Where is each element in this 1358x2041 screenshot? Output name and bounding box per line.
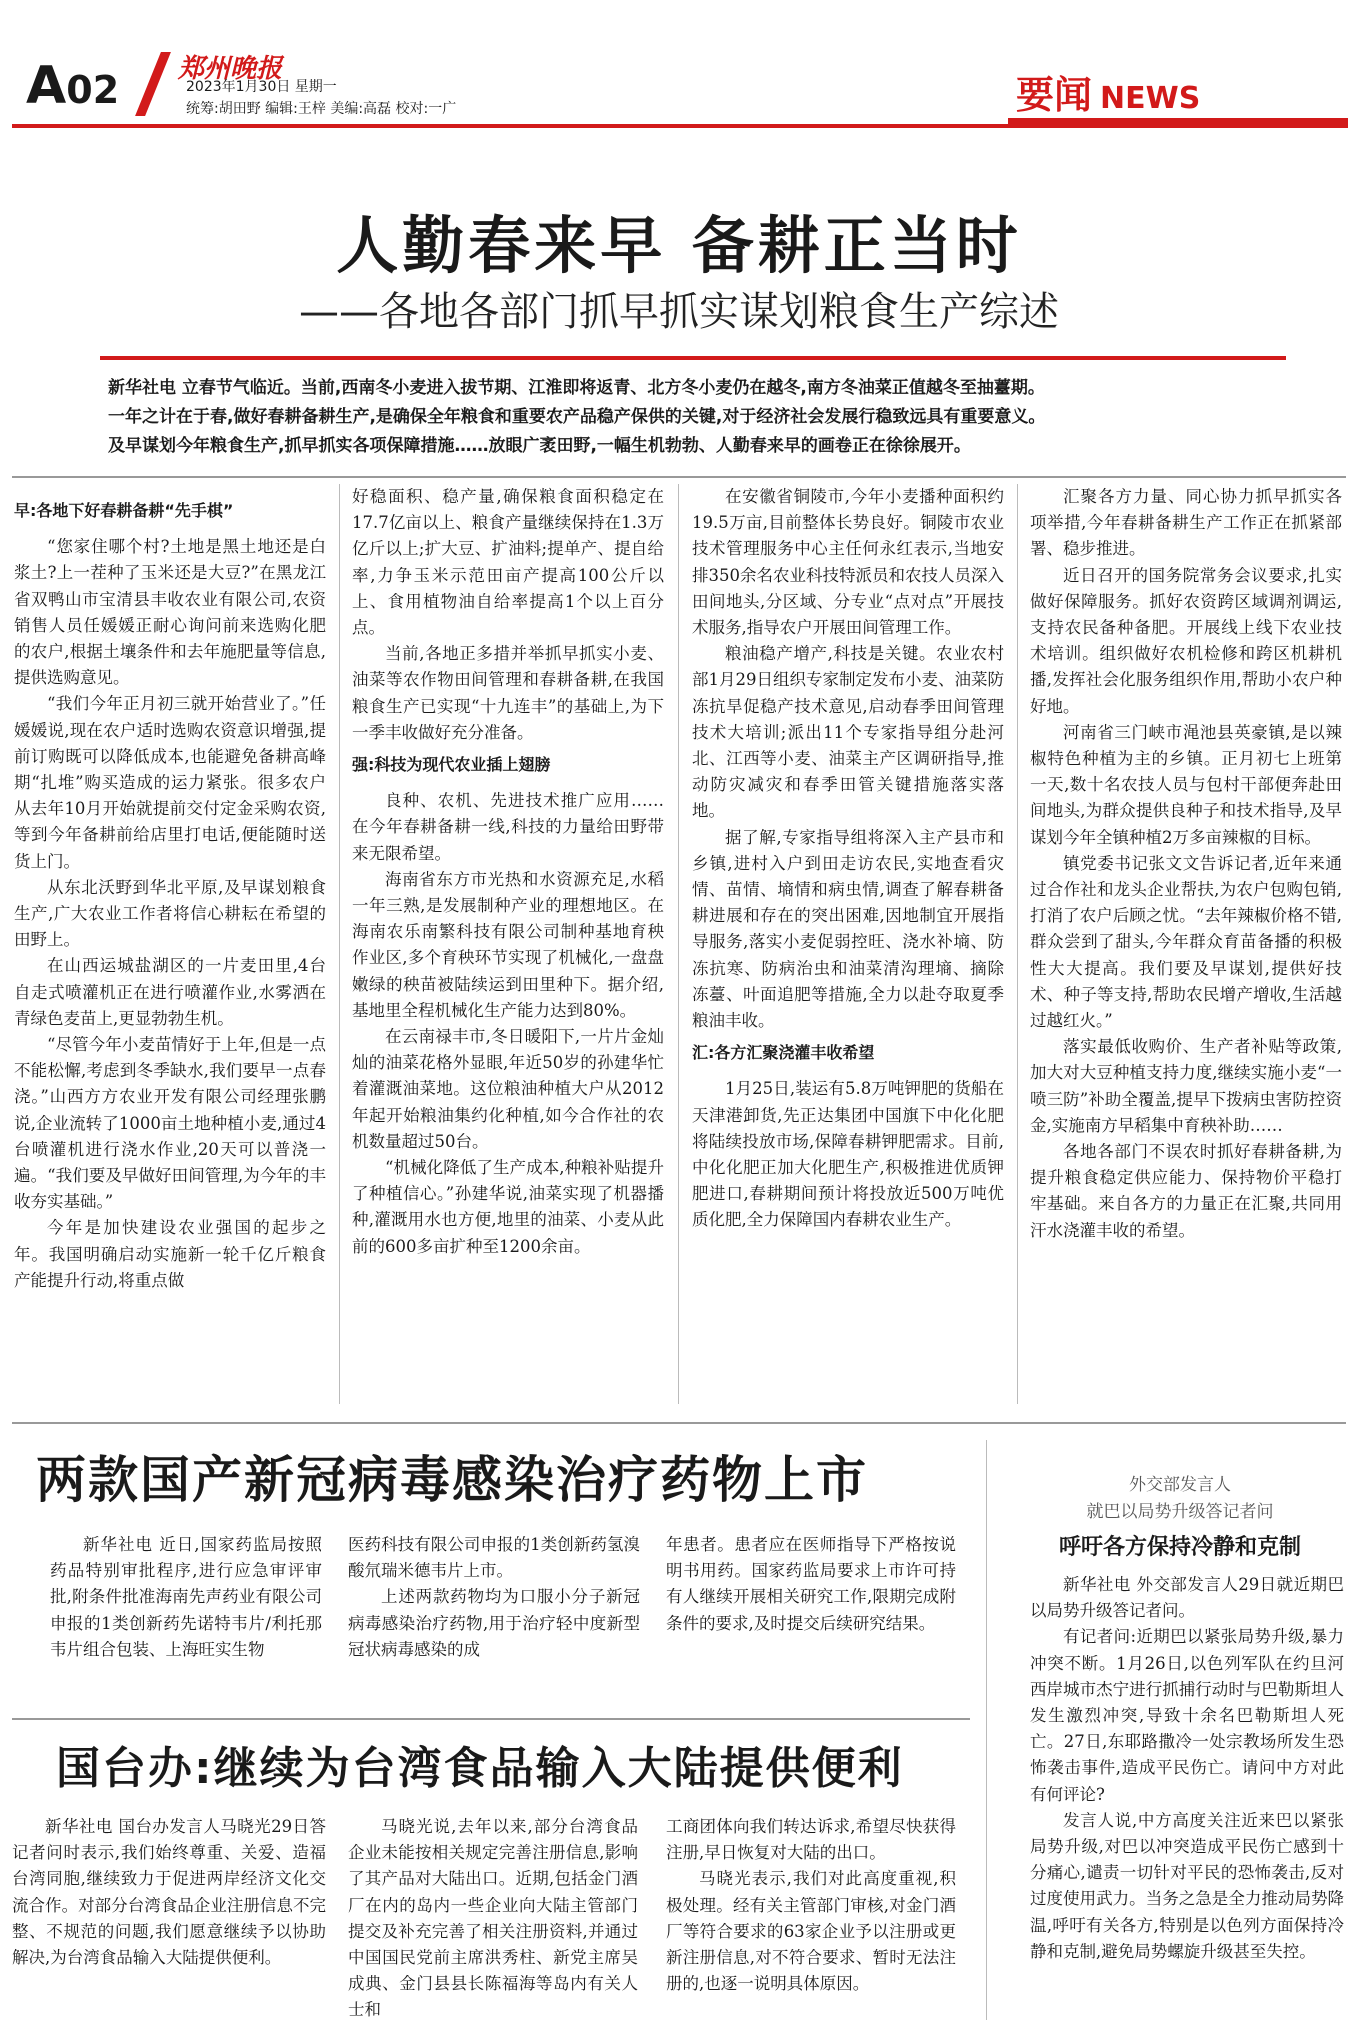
paragraph: 在云南禄丰市,冬日暖阳下,一片片金灿灿的油菜花格外显眼,年近50岁的孙建华忙着灌溉油菜地。这位粮油种植大户从2012年起开始粮油集约化种植,如今合作社的农机数量超过50台。 bbox=[352, 1027, 664, 1151]
paragraph: 今年是加快建设农业强国的起步之年。我国明确启动实施新一轮千亿斤粮食产能提升行动,将重点做 bbox=[14, 1218, 326, 1290]
paragraph: 上述两款药物均为口服小分子新冠病毒感染治疗药物,用于治疗轻中度新型冠状病毒感染的成 bbox=[348, 1587, 640, 1659]
paragraph: 粮油稳产增产,科技是关键。农业农村部1月29日组织专家制定发布小麦、油菜防冻抗旱促稳产技术意见,启动春季田间管理技术大培训;派出11个专家指导组分赴河北、江西等小麦、油菜主产区调研指导,推动防灾减灾和春季田管关键措施落实落地。 bbox=[692, 644, 1004, 821]
story2-headline: 两款国产新冠病毒感染治疗药物上市 bbox=[36, 1451, 868, 1509]
paragraph: 在山西运城盐湖区的一片麦田里,4台自走式喷灌机正在进行喷灌作业,水雾洒在青绿色麦苗上,更显勃勃生机。 bbox=[14, 956, 326, 1028]
lead-line-3: 及早谋划今年粮食生产,抓早抓实各项保障措施……放眼广袤田野,一幅生机勃勃、人勤春来早的画卷正在徐徐展开。 bbox=[108, 436, 971, 456]
section-title-en: NEWS bbox=[1100, 81, 1201, 116]
paragraph: 河南省三门峡市渑池县英豪镇,是以辣椒特色种植为主的乡镇。正月初七上班第一天,数十名农技人员与包村干部便奔赴田间地头,为群众提供良种子和技术指导,及早谋划今年全镇种植2万多亩辣椒的目标。 bbox=[1030, 722, 1342, 847]
main-story-column-2 bbox=[352, 484, 664, 1260]
header-slash-ornament bbox=[135, 52, 171, 116]
paragraph: 在安徽省铜陵市,今年小麦播种面积约19.5万亩,目前整体长势良好。铜陵市农业技术管理服务中心主任何永红表示,当地安排350余名农业科技特派员和农技人员深入田间地头,分区域、分专业“点对点”开展技术服务,指导农户开展田间管理工作。 bbox=[692, 487, 1004, 638]
story3-rule bbox=[12, 1718, 970, 1720]
paragraph: “您家住哪个村?土地是黑土地还是白浆土?上一茬种了玉米还是大豆?”在黑龙江省双鸭山市宝清县丰收农业有限公司,农资销售人员任媛媛正耐心询问前来选购化肥的农户,根据土壤条件和去年施肥量等信息,提供选购意见。 bbox=[14, 537, 326, 688]
page-number-digits: 02 bbox=[66, 68, 120, 112]
paragraph: 马晓光表示,我们对此高度重视,积极处理。经有关主管部门审核,对金门酒厂等符合要求的63家企业予以注册或更新注册信息,对不符合要求、暂时无法注册的,也逐一说明具体原因。 bbox=[666, 1869, 956, 1994]
credit-line: 统筹:胡田野 编辑:王梓 美编:高磊 校对:一广 bbox=[186, 101, 457, 117]
story4-kicker-2: 就巴以局势升级答记者问 bbox=[1086, 1502, 1274, 1522]
paragraph: “尽管今年小麦苗情好于上年,但是一点不能松懈,考虑到冬季缺水,我们要早一点春浇。”山西方方农业开发有限公司经理张鹏说,企业流转了1000亩土地种植小麦,通过4台喷灌机进行浇水作业,20天可以普浇一遍。“我们要及早做好田间管理,为今年的丰收夯实基础。” bbox=[14, 1035, 326, 1212]
page-letter: A bbox=[26, 56, 67, 116]
paragraph: 医药科技有限公司申报的1类创新药氢溴酸氘瑞米德韦片上市。 bbox=[348, 1535, 640, 1581]
paragraph: 近日召开的国务院常务会议要求,扎实做好保障服务。抓好农资跨区域调剂调运,支持农民备种备肥。开展线上线下农业技术培训。组织做好农机检修和跨区机耕机播,发挥社会化服务组织作用,帮助小农户种好地。 bbox=[1030, 565, 1342, 716]
column-divider bbox=[1017, 484, 1018, 1404]
subheading-strong: 强:科技为现代农业插上翅膀 bbox=[352, 755, 551, 775]
lead-line-1: 新华社电 立春节气临近。当前,西南冬小麦进入拔节期、江淮即将返青、北方冬小麦仍在越冬,南方冬油菜正值越冬至抽薹期。 bbox=[108, 378, 1045, 398]
story3-column-2 bbox=[348, 1814, 638, 2024]
section-title-cn: 要闻 bbox=[1016, 73, 1093, 117]
page-number bbox=[26, 56, 120, 116]
paragraph: 落实最低收购价、生产者补贴等政策,加大对大豆种植支持力度,继续实施小麦“一喷三防”补助全覆盖,提早下拨病虫害防控资金,实施南方早稻集中育秧补助…… bbox=[1030, 1037, 1342, 1135]
date-line: 2023年1月30日 星期一 bbox=[186, 79, 337, 95]
paragraph: 汇聚各方力量、同心协力抓早抓实各项举措,今年春耕备耕生产工作正在抓紧部署、稳步推进。 bbox=[1030, 487, 1342, 559]
paragraph: 良种、农机、先进技术推广应用……在今年春耕备耕一线,科技的力量给田野带来无限希望。 bbox=[352, 791, 664, 863]
masthead-logo: 郑州晚报 bbox=[178, 54, 283, 84]
lead-rule bbox=[12, 476, 1346, 478]
main-headline: 人勤春来早 备耕正当时 bbox=[336, 209, 1022, 282]
paragraph: 年患者。患者应在医师指导下严格按说明书用药。国家药监局要求上市许可持有人继续开展相关研究工作,限期完成附条件的要求,及时提交后续研究结果。 bbox=[666, 1535, 956, 1633]
lead-paragraph bbox=[108, 374, 1298, 461]
header-rule-accent bbox=[1008, 118, 1348, 128]
subheading-gather: 汇:各方汇聚浇灌丰收希望 bbox=[692, 1043, 875, 1063]
sidebar-divider bbox=[986, 1440, 987, 2020]
paragraph: 海南省东方市光热和水资源充足,水稻一年三熟,是发展制种产业的理想地区。在海南农乐南繁科技有限公司制种基地育秧作业区,多个育秧环节实现了机械化,一盘盘嫩绿的秧苗被陆续运到田里种下。据介绍,基地里全程机械化生产能力达到80%。 bbox=[352, 869, 664, 1020]
story3-column-3 bbox=[666, 1814, 956, 1997]
main-story-column-1 bbox=[14, 492, 326, 1294]
story4-headline: 呼吁各方保持冷静和克制 bbox=[1058, 1535, 1301, 1560]
column-divider bbox=[678, 484, 679, 1404]
paragraph: 工商团体向我们转达诉求,希望尽快获得注册,早日恢复对大陆的出口。 bbox=[666, 1817, 956, 1863]
paragraph: “我们今年正月初三就开始营业了。”任媛媛说,现在农户适时选购农资意识增强,提前订购既可以降低成本,也能避免备耕高峰期“扎堆”购买造成的运力紧张。很多农户从去年10月开始就提前交付定金采购农资,等到今年备耕前给店里打电话,便能随时送货上门。 bbox=[14, 694, 326, 871]
story2-column-2 bbox=[348, 1532, 640, 1663]
paragraph: 从东北沃野到华北平原,及早谋划粮食生产,广大农业工作者将信心耕耘在希望的田野上。 bbox=[14, 877, 326, 950]
paragraph: 1月25日,装运有5.8万吨钾肥的货船在天津港卸货,先正达集团中国旗下中化化肥将陆续投放市场,保障春耕钾肥需求。目前,中化化肥正加大化肥生产,积极推进优质钾肥进口,春耕期间预计将投放近500万吨优质化肥,全力保障国内春耕农业生产。 bbox=[692, 1079, 1004, 1230]
paragraph: 马晓光说,去年以来,部分台湾食品企业未能按相关规定完善注册信息,影响了其产品对大陆出口。近期,包括金门酒厂在内的岛内一些企业向大陆主管部门提交及补充完善了相关注册资料,并通过中国国民党前主席洪秀柱、新党主席吴成典、金门县县长陈福海等岛内有关人士和 bbox=[348, 1817, 638, 2020]
story3-column-1 bbox=[12, 1814, 326, 1971]
headline-rule bbox=[100, 356, 1286, 360]
paragraph: 有记者问:近期巴以紧张局势升级,暴力冲突不断。1月26日,以色列军队在约旦河西岸城市杰宁进行抓捕行动时与巴勒斯坦人发生激烈冲突,导致十余名巴勒斯坦人死亡。27日,东耶路撒冷一处宗教场所发生恐怖袭击事件,造成平民伤亡。请问中方对此有何评论? bbox=[1030, 1627, 1344, 1804]
paragraph: 新华社电 国台办发言人马晓光29日答记者问时表示,我们始终尊重、关爱、造福台湾同胞,继续致力于促进两岸经济文化交流合作。对部分台湾食品企业注册信息不完整、不规范的问题,我们愿意继续予以协助解决,为台湾食品输入大陆提供便利。 bbox=[12, 1817, 326, 1968]
paragraph: 当前,各地正多措并举抓早抓实小麦、油菜等农作物田间管理和春耕备耕,在我国粮食生产已实现“十九连丰”的基础上,为下一季丰收做好充分准备。 bbox=[352, 644, 664, 742]
main-subheadline: ——各地各部门抓早抓实谋划粮食生产综述 bbox=[299, 289, 1059, 335]
paragraph: 各地各部门不误农时抓好春耕备耕,为提升粮食稳定供应能力、保持物价平稳打牢基础。来自各方的力量正在汇聚,共同用汗水浇灌丰收的希望。 bbox=[1030, 1142, 1342, 1240]
story4-column bbox=[1030, 1572, 1344, 1965]
paragraph: 镇党委书记张文文告诉记者,近年来通过合作社和龙头企业帮扶,为农户包购包销,打消了农户后顾之忧。“去年辣椒价格不错,群众尝到了甜头,今年群众育苗备播的积极性大大提高。我们要及早谋划,提供好技术、种子等支持,帮助农民增产增收,生活越过越红火。” bbox=[1030, 853, 1342, 1031]
paragraph: 据了解,专家指导组将深入主产县市和乡镇,进村入户到田走访农民,实地查看灾情、苗情、墒情和病虫情,调查了解春耕备耕进展和存在的突出困难,因地制宜开展指导服务,落实小麦促弱控旺、浇水补墒、防冻抗寒、防病治虫和油菜清沟理墒、摘除冻薹、叶面追肥等措施,全力以赴夺取夏季粮油丰收。 bbox=[692, 827, 1004, 1031]
story3-headline: 国台办:继续为台湾食品输入大陆提供便利 bbox=[56, 1743, 904, 1794]
paragraph: 新华社电 近日,国家药监局按照药品特别审批程序,进行应急审评审批,附条件批准海南先声药业有限公司申报的1类创新药先诺特韦片/利托那韦片组合包装、上海旺实生物 bbox=[50, 1535, 322, 1659]
story4-kicker-1: 外交部发言人 bbox=[1129, 1475, 1231, 1495]
section-tag bbox=[1016, 64, 1200, 119]
story2-column-3 bbox=[666, 1532, 956, 1637]
main-story-column-3 bbox=[692, 484, 1004, 1234]
paragraph: 发言人说,中方高度关注近来巴以紧张局势升级,对巴以冲突造成平民伤亡感到十分痛心,谴责一切针对平民的恐怖袭击,反对过度使用武力。当务之急是全力推动局势降温,呼吁有关各方,特别是以色列方面保持冷静和克制,避免局势螺旋升级甚至失控。 bbox=[1030, 1810, 1344, 1961]
paragraph: 新华社电 外交部发言人29日就近期巴以局势升级答记者问。 bbox=[1030, 1575, 1344, 1621]
lead-line-2: 一年之计在于春,做好春耕备耕生产,是确保全年粮食和重要农产品稳产保供的关键,对于经济社会发展行稳致远具有重要意义。 bbox=[108, 407, 1046, 427]
story2-rule bbox=[12, 1422, 1346, 1424]
paragraph: 好稳面积、稳产量,确保粮食面积稳定在17.7亿亩以上、粮食产量继续保持在1.3万亿斤以上;扩大豆、扩油料;提单产、提自给率,力争玉米示范田亩产提高100公斤以上、食用植物油自给率提高1个以上百分点。 bbox=[352, 487, 664, 638]
column-divider bbox=[339, 484, 340, 1404]
main-story-column-4 bbox=[1030, 484, 1342, 1244]
paragraph: “机械化降低了生产成本,种粮补贴提升了种植信心。”孙建华说,油菜实现了机器播种,灌溉用水也方便,地里的油菜、小麦从此前的600多亩扩种至1200余亩。 bbox=[352, 1158, 664, 1256]
subheading-early: 早:各地下好春耕备耕“先手棋” bbox=[14, 501, 234, 520]
story2-column-1 bbox=[50, 1532, 322, 1663]
